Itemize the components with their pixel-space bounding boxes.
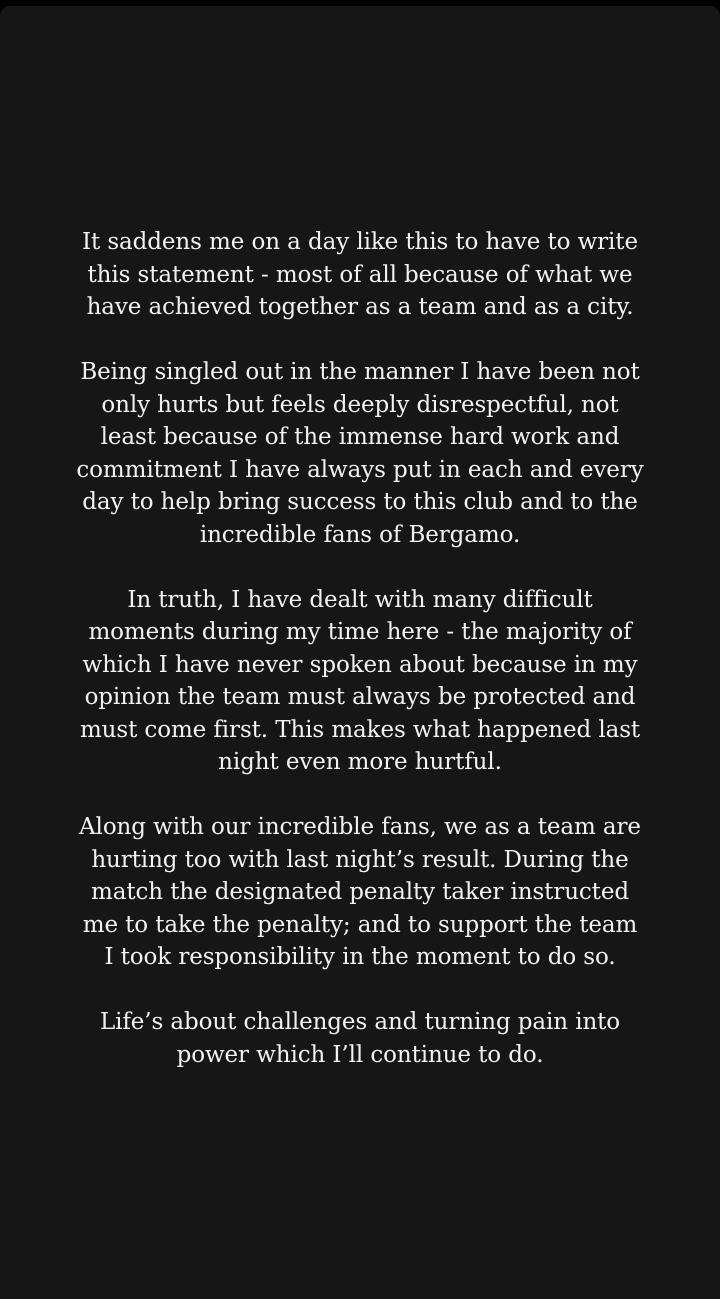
- statement-paragraph-4: Along with our incredible fans, we as a team are hurting too with last night’s result. During the match the designated penalty taker instructed me to take the penalty; and to support the team I took responsibility in the moment to do so.: [79, 814, 641, 970]
- statement-paragraph-2: Being singled out in the manner I have been not only hurts but feels deeply disrespectful, not least because of the immense hard work and commitment I have always put in each and every day to help bring success to this club and to the incredible fans of Bergamo.: [76, 359, 644, 548]
- statement-paragraph-3: In truth, I have dealt with many difficult moments during my time here - the majority of which I have never spoken about because in my opinion the team must always be protected and must come first. This makes what happened last night even more hurtful.: [79, 586, 641, 775]
- story-frame[interactable]: [0, 6, 720, 1299]
- statement-text: [40, 226, 680, 1104]
- statement-paragraph-1: It saddens me on a day like this to have to write this statement - most of all because of what we have achieved together as a team and as a city.: [82, 229, 638, 320]
- statement-paragraph-5: Life’s about challenges and turning pain into power which I’ll continue to do.: [99, 1009, 621, 1068]
